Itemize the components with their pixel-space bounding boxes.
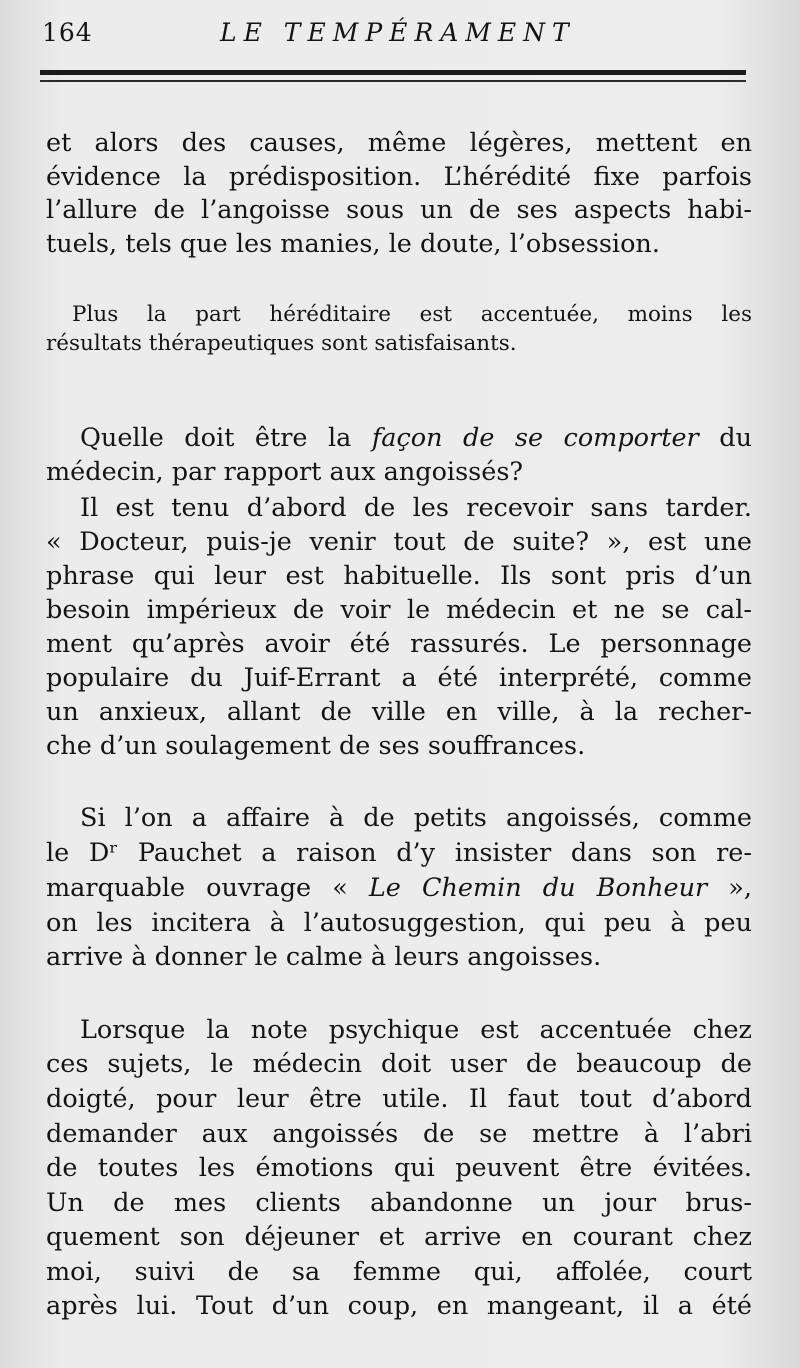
text-line: un anxieux, allant de ville en ville, à la recher-: [46, 697, 752, 727]
text-line: « Docteur, puis-je venir tout de suite? », est une: [46, 527, 752, 557]
text-line: doigté, pour leur être utile. Il faut tout d’abord: [46, 1084, 752, 1114]
page-header: [42, 12, 752, 52]
italic-phrase: façon de se comporter: [371, 423, 699, 453]
text-line: Un de mes clients abandonne un jour brus-: [46, 1188, 752, 1218]
text-line: le Dʳ Pauchet a raison d’y insister dans son re-: [46, 838, 752, 868]
text-run: marquable ouvrage «: [46, 873, 369, 903]
text-line: Lorsque la note psychique est accentuée chez: [80, 1015, 752, 1045]
text-line: tuels, tels que les manies, le doute, l’obsession.: [46, 229, 660, 259]
text-line: de toutes les émotions qui peuvent être évitées.: [46, 1153, 752, 1183]
text-line: [80, 421, 752, 455]
text-line: che d’un soulagement de ses souffrances.: [46, 731, 586, 761]
text-line: arrive à donner le calme à leurs angoisses.: [46, 942, 602, 972]
note-line: résultats thérapeutiques sont satisfaisants.: [46, 331, 517, 356]
text-line: et alors des causes, même légères, mettent en: [46, 128, 752, 158]
text-line: ment qu’après avoir été rassurés. Le personnage: [46, 629, 752, 659]
text-line: on les incitera à l’autosuggestion, qui peu à peu: [46, 908, 752, 938]
text-run: du: [698, 423, 752, 453]
text-line: Si l’on a affaire à de petits angoissés, comme: [80, 803, 752, 833]
page-number: 164: [42, 18, 93, 47]
text-line: quement son déjeuner et arrive en courant chez: [46, 1222, 752, 1252]
text-line: besoin impérieux de voir le médecin et ne se cal-: [46, 595, 752, 625]
text-line: [46, 871, 752, 905]
header-rule-thick: [40, 70, 746, 75]
text-line: ces sujets, le médecin doit user de beaucoup de: [46, 1049, 752, 1079]
text-line: populaire du Juif-Errant a été interprété, comme: [46, 663, 752, 693]
text-line: moi, suivi de sa femme qui, affolée, court: [46, 1257, 752, 1287]
text-run: »,: [707, 873, 752, 903]
text-run: Quelle doit être la: [80, 423, 372, 453]
note-line: Plus la part héréditaire est accentuée, moins les: [72, 302, 752, 327]
book-title: Le Chemin du Bonheur: [368, 873, 708, 903]
header-rule-thin: [40, 80, 746, 82]
text-line: Il est tenu d’abord de les recevoir sans tarder.: [80, 493, 752, 523]
running-title: LE TEMPÉRAMENT: [220, 18, 576, 47]
text-line: l’allure de l’angoisse sous un de ses aspects habi-: [46, 195, 752, 225]
text-line: phrase qui leur est habituelle. Ils sont pris d’un: [46, 561, 752, 591]
text-line: évidence la prédisposition. L’hérédité fixe parfois: [46, 162, 752, 192]
text-line: médecin, par rapport aux angoissés?: [46, 457, 524, 487]
text-line: après lui. Tout d’un coup, en mangeant, il a été: [46, 1291, 752, 1321]
text-line: demander aux angoissés de se mettre à l’abri: [46, 1119, 752, 1149]
